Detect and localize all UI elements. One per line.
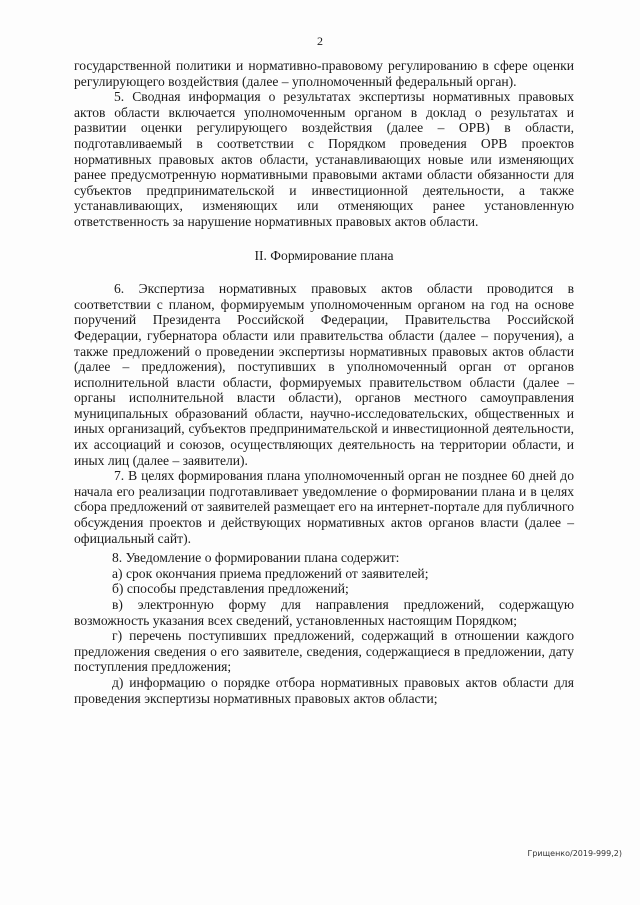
paragraph-8: 8. Уведомление о формировании плана содержит: [112,550,400,566]
document-body [74,58,574,706]
page-number: 2 [317,34,323,48]
paragraph-7: 7. В целях формирования плана уполномоченный орган не позднее 60 дней до начала его реализации подготавливает уведомление о формировании плана и в целях сбора предложений от заявителей размещает его на интернет-портале для публичного обсуждения проектов и действующих нормативных актов органов власти (далее – официальный сайт). [74,468,574,546]
list-item-v: в) электронную форму для направления предложений, содержащую возможность указания всех сведений, установленных настоящим Порядком; [74,597,574,628]
list-item-a: а) срок окончания приема предложений от заявителей; [112,565,429,581]
list-item-b: б) способы представления предложений; [112,581,349,597]
footer-document-code: Грищенко/2019-999,2) [527,849,622,858]
list-item-g: г) перечень поступивших предложений, содержащий в отношении каждого предложения сведения о его заявителе, сведения, содержащиеся в предложении, дату поступления предложения; [74,628,574,675]
section-heading: II. Формирование плана [254,247,394,263]
paragraph-6: 6. Экспертиза нормативных правовых актов области проводится в соответствии с планом, формируемым уполномоченным органом на год на основе поручений Президента Российской Федерации, Правительства Российской Федерации, губернатора области или правительства области (далее – поручения), а также предложений о проведении экспертизы нормативных правовых актов области (далее – предложения), поступивших в уполномоченный орган от органов исполнительной власти области, формируемых правительством области (далее – органы исполнительной власти области), органов местного самоуправления муниципальных образований области, научно-исследовательских, общественных и иных организаций, субъектов предпринимательской и инвестиционной деятельности, их ассоциаций и союзов, осуществляющих деятельность на территории области, и иных лиц (далее – заявители). [74,281,574,468]
paragraph-continued: государственной политики и нормативно-правовому регулированию в сфере оценки регулирующего воздействия (далее – уполномоченный федеральный орган). [74,58,574,89]
paragraph-5: 5. Сводная информация о результатах экспертизы нормативных правовых актов области включается уполномоченным органом в доклад о результатах и развитии оценки регулирующего воздействия (далее – ОРВ) в области, подготавливаемый в соответствии с Порядком проведения ОРВ проектов нормативных правовых актов области, устанавливающих новые или изменяющих ранее предусмотренную нормативными правовыми актами области обязанности для субъектов предпринимательской и инвестиционной деятельности, а также устанавливающих, изменяющих или отменяющих ранее установленную ответственность за нарушение нормативных правовых актов области. [74,89,574,229]
list-item-d: д) информацию о порядке отбора нормативных правовых актов области для проведения экспертизы нормативных правовых актов области; [74,674,574,706]
